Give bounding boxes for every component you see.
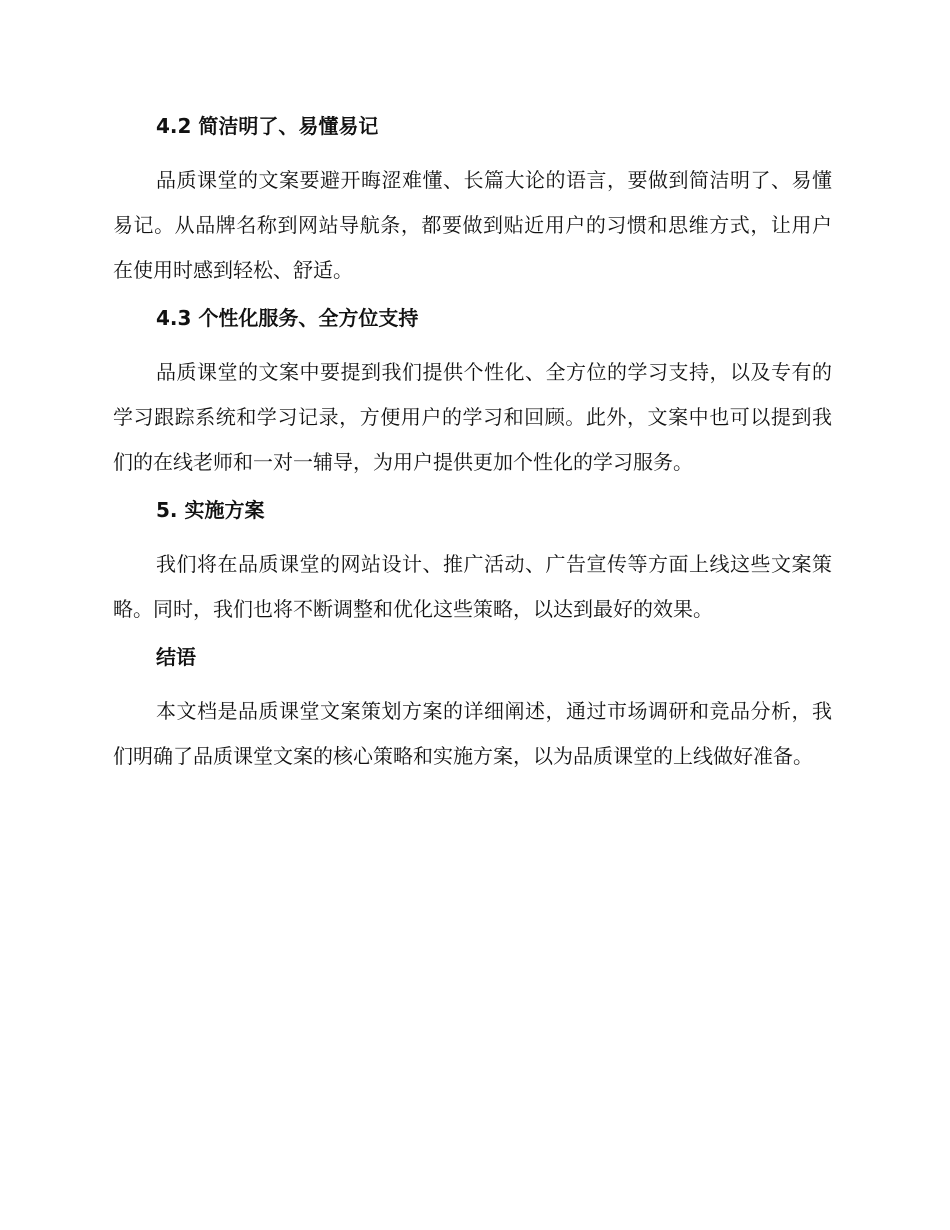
section-paragraph: 本文档是品质课堂文案策划方案的详细阐述，通过市场调研和竞品分析，我们明确了品质课堂文案的核心策略和实施方案，以为品质课堂的上线做好准备。 <box>113 699 832 768</box>
section-heading: 4.2 简洁明了、易懂易记 <box>156 114 379 138</box>
section-4-3 <box>113 304 832 485</box>
section-conclusion <box>113 643 832 779</box>
section-paragraph: 品质课堂的文案要避开晦涩难懂、长篇大论的语言，要做到简洁明了、易懂易记。从品牌名称到网站导航条，都要做到贴近用户的习惯和思维方式，让用户在使用时感到轻松、舒适。 <box>113 168 832 282</box>
section-heading: 5. 实施方案 <box>156 498 265 522</box>
section-heading: 结语 <box>156 645 196 669</box>
section-5 <box>113 496 832 632</box>
section-paragraph: 品质课堂的文案中要提到我们提供个性化、全方位的学习支持，以及专有的学习跟踪系统和学习记录，方便用户的学习和回顾。此外，文案中也可以提到我们的在线老师和一对一辅导，为用户提供更加个性化的学习服务。 <box>113 360 832 474</box>
section-heading: 4.3 个性化服务、全方位支持 <box>156 306 419 330</box>
section-4-2 <box>113 112 832 293</box>
section-paragraph: 我们将在品质课堂的网站设计、推广活动、广告宣传等方面上线这些文案策略。同时，我们也将不断调整和优化这些策略，以达到最好的效果。 <box>113 552 832 621</box>
